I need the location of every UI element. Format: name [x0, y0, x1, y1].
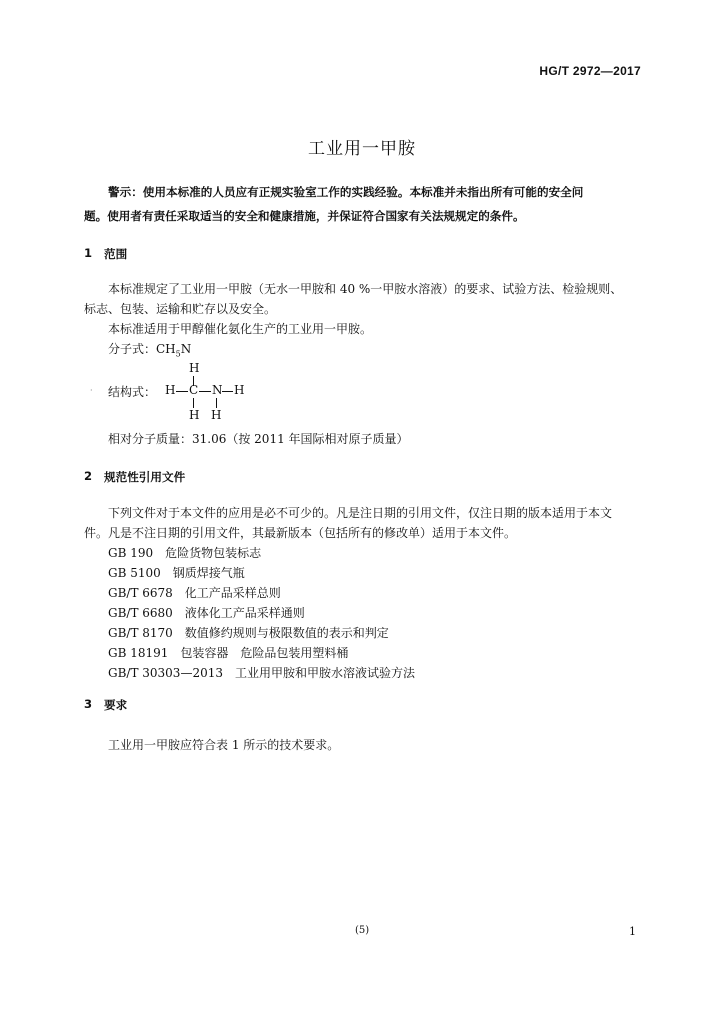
atom-h-bottom-n: H: [211, 408, 222, 422]
footer-sequence-number: (5): [355, 925, 370, 936]
bond-c-h-bottom: [193, 398, 194, 408]
formula-end: N: [180, 342, 192, 356]
atom-c: C: [189, 383, 199, 397]
formula-subscript: 5: [175, 349, 181, 359]
molecular-formula: [108, 340, 191, 358]
document-title: 工业用一甲胺: [308, 139, 416, 159]
warning-line-1: 警示：使用本标准的人员应有正规实验室工作的实践经验。本标准并未指出所有可能的安全问: [108, 185, 584, 199]
section-2-para-line-1: 下列文件对于本文件的应用是必不可少的。凡是注日期的引用文件，仅注日期的版本适用于本文: [108, 506, 613, 520]
reference-item: GB/T 6680 液体化工产品采样通则: [108, 606, 305, 620]
page-number: 1: [629, 925, 636, 938]
reference-item: GB 190 危险货物包装标志: [108, 546, 262, 560]
reference-item: GB/T 8170 数值修约规则与极限数值的表示和判定: [108, 626, 389, 640]
reference-item: GB 5100 钢质焊接气瓶: [108, 566, 245, 580]
bond-n-h: [222, 391, 233, 392]
section-1-para-1-line-2: 标志、包装、运输和贮存以及安全。: [84, 302, 277, 316]
section-2-para-line-2: 件。凡是不注日期的引用文件，其最新版本（包括所有的修改单）适用于本文件。: [84, 526, 517, 540]
formula-label: 分子式：CH: [108, 342, 176, 356]
section-1-scope-statement: 本标准适用于甲醇催化氨化生产的工业用一甲胺。: [108, 322, 373, 336]
section-3-number: 3: [84, 697, 93, 711]
section-3-para: 工业用一甲胺应符合表 1 所示的技术要求。: [108, 738, 340, 752]
section-3-title: 要求: [104, 698, 128, 712]
warning-line-2: 题。使用者有责任采取适当的安全和健康措施，并保证符合国家有关法规规定的条件。: [84, 209, 525, 223]
atom-h-left: H: [165, 383, 176, 397]
section-1-para-1-line-1: 本标准规定了工业用一甲胺（无水一甲胺和 40 %一甲胺水溶液）的要求、试验方法、检验规则、: [108, 282, 623, 296]
atom-h-right: H: [234, 383, 245, 397]
section-1-title: 范围: [104, 247, 128, 261]
bond-n-h-bottom: [216, 398, 217, 408]
atom-n: N: [212, 383, 223, 397]
reference-item: GB 18191 包装容器 危险品包装用塑料桶: [108, 646, 349, 660]
stray-mark: ·: [90, 386, 93, 395]
structure-label: 结构式：: [108, 385, 157, 399]
atom-h-top: H: [189, 361, 200, 375]
reference-item: GB/T 6678 化工产品采样总则: [108, 586, 281, 600]
section-2-number: 2: [84, 469, 93, 483]
bond-c-n: [199, 391, 211, 392]
atom-h-bottom-c: H: [189, 408, 200, 422]
reference-item: GB/T 30303—2013 工业用甲胺和甲胺水溶液试验方法: [108, 666, 415, 680]
relative-molecular-mass: 相对分子质量：31.06（按 2011 年国际相对原子质量）: [108, 432, 409, 446]
bond-h-c: [176, 391, 188, 392]
standard-code: HG/T 2972—2017: [539, 64, 641, 78]
section-2-title: 规范性引用文件: [104, 470, 186, 484]
section-1-number: 1: [84, 246, 93, 260]
